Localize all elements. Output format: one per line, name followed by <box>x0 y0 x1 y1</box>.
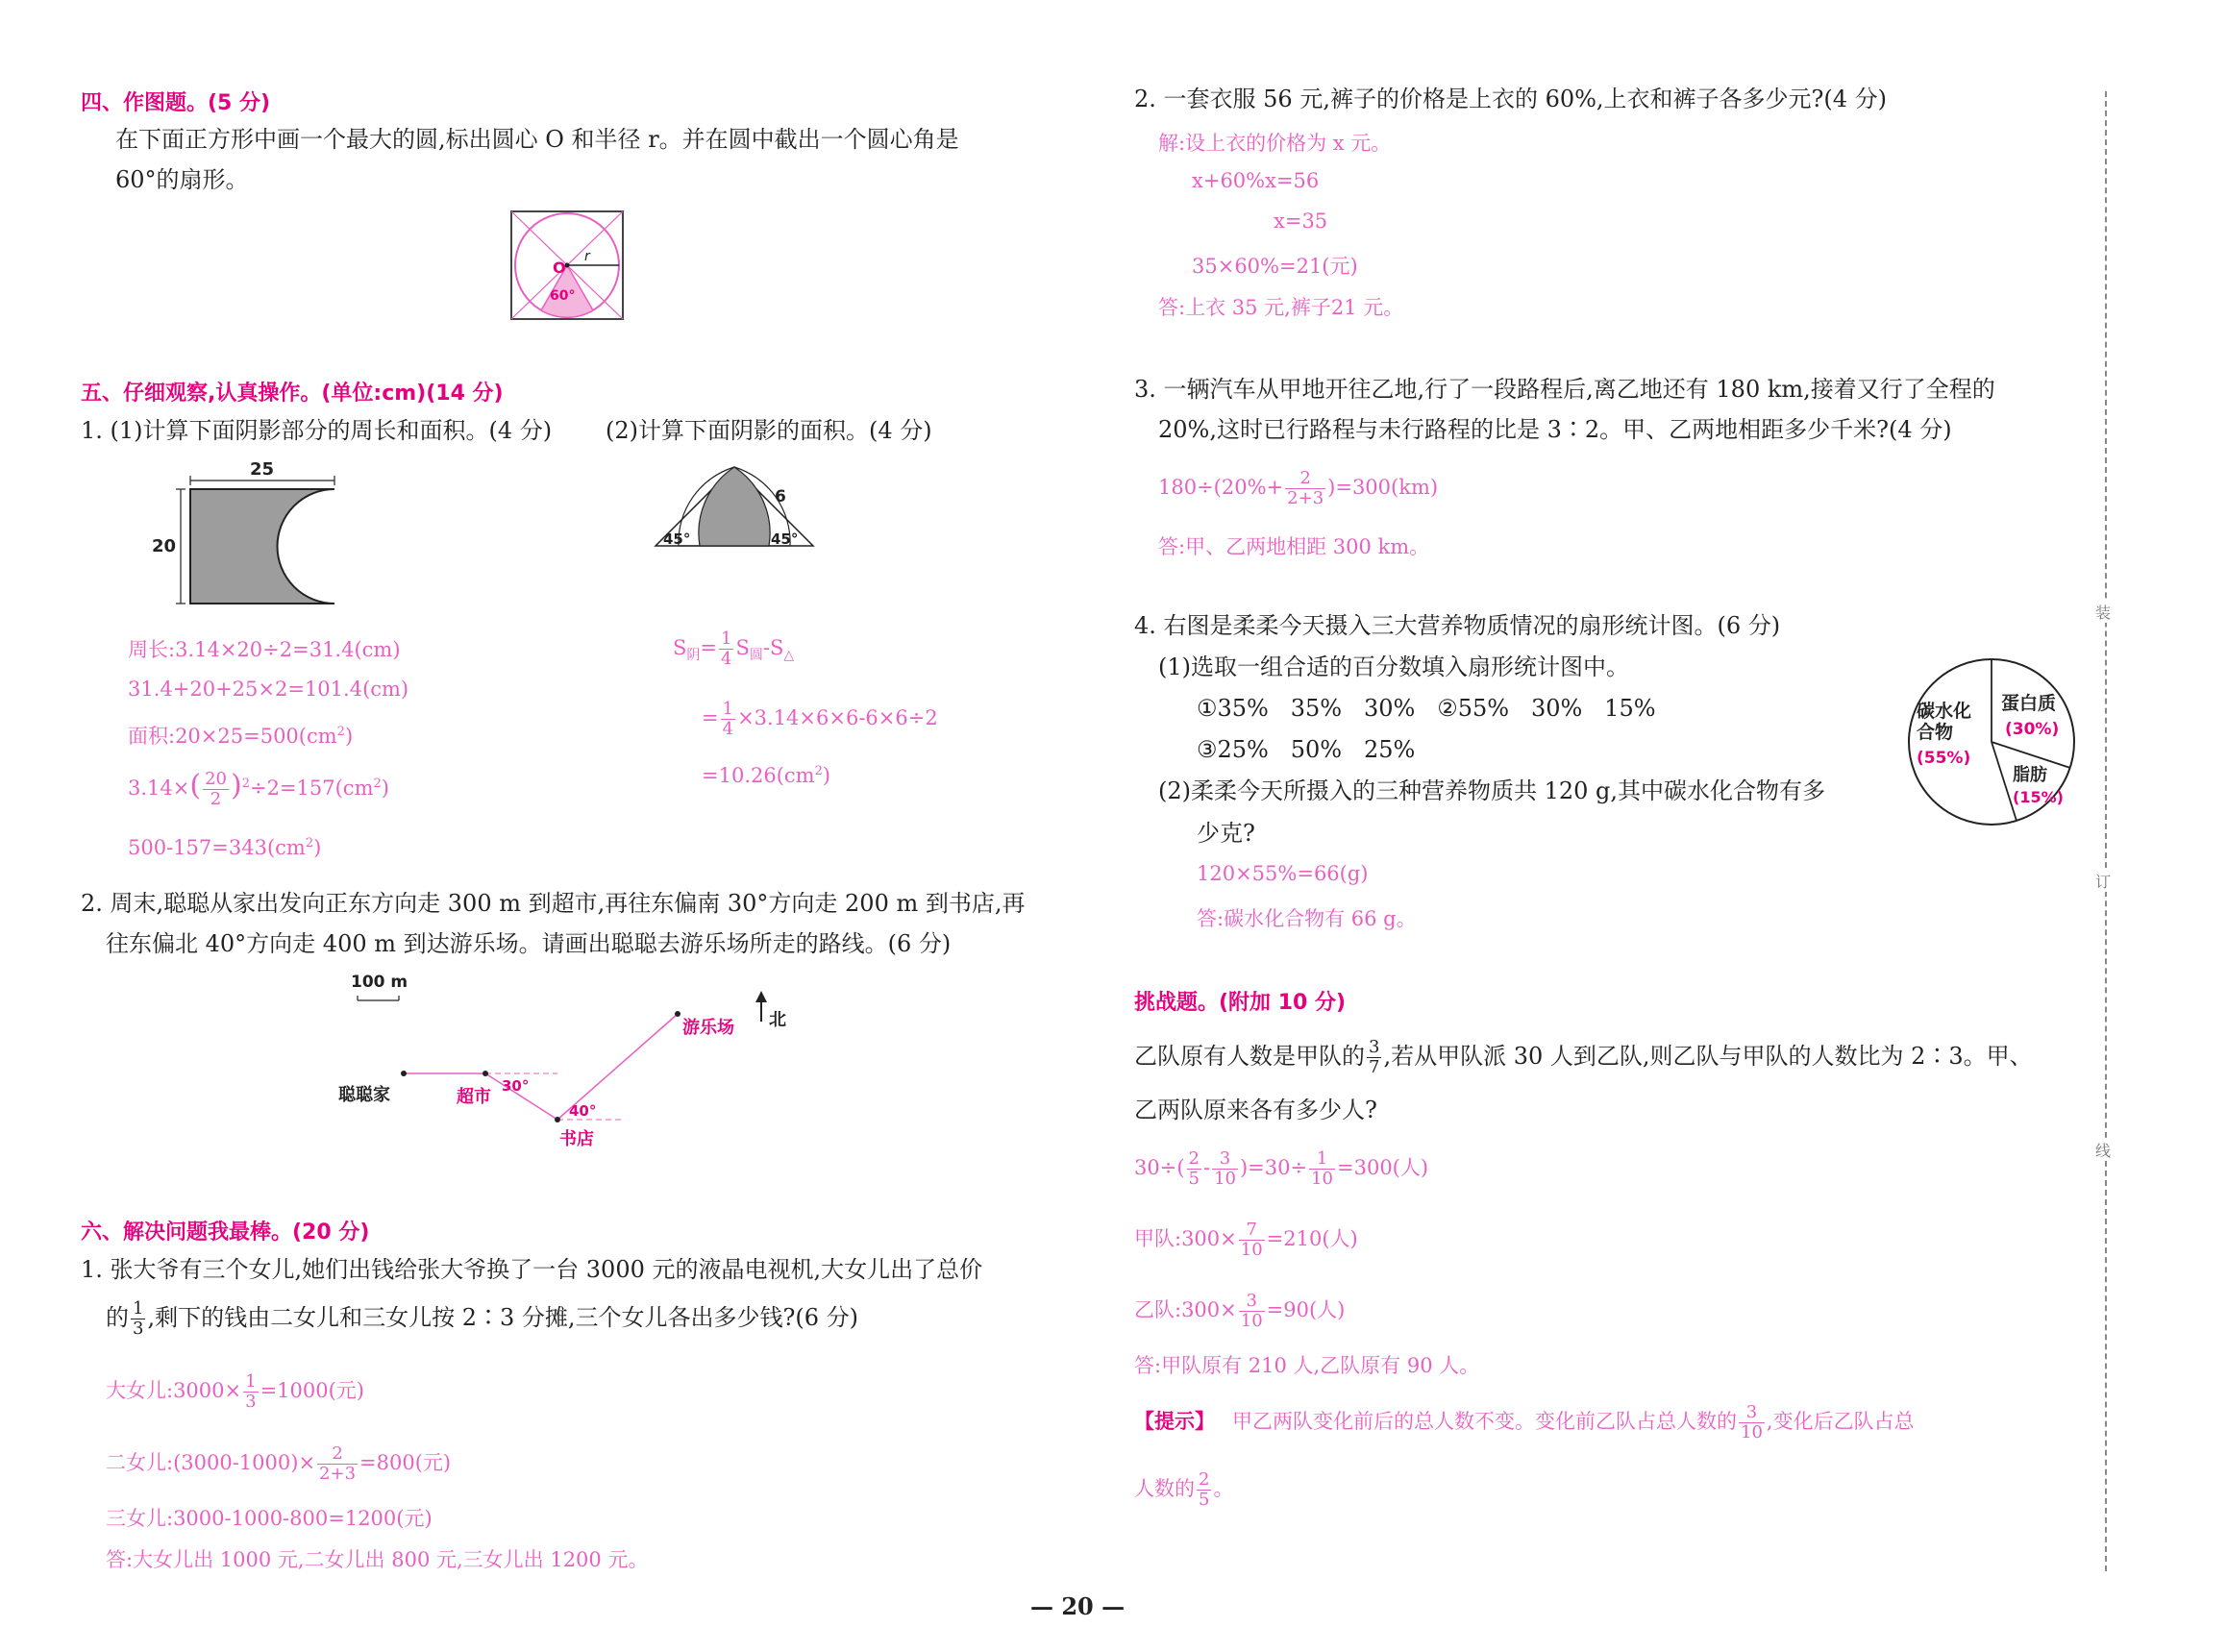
pie-protein-value: (30%) <box>2005 720 2060 739</box>
s5-a1-line4: 3.14×( $\frac{20}{2}$ )$^2\div 2=157(cm^2)$ <box>128 769 389 809</box>
fig1-width-label: 25 <box>250 459 275 480</box>
challenge-hint: 【提示】 甲乙两队变化前后的总人数不变。变化前乙队占总人数的 $\frac{3}{10}$ ,变化后乙队占总 <box>1134 1402 1915 1442</box>
section-5-title: 五、仔细观察,认真操作。(单位:cm)(14 分) <box>81 382 504 406</box>
r-q4-line6: 少克? <box>1197 820 1255 847</box>
map-park-label: 游乐场 <box>682 1018 734 1038</box>
map-scale-label: 100 m <box>351 973 408 992</box>
fig2-right-angle: 45° <box>771 530 799 548</box>
r-q4-line2: (1)选取一组合适的百分数填入扇形统计图中。 <box>1158 653 1629 680</box>
pie-carb-label2: 合物 <box>1917 722 1954 743</box>
circle-in-square-figure <box>509 210 630 323</box>
s6-a-line1: 大女儿:3000× $\frac{1}{3}$ =1000(元) <box>106 1371 365 1412</box>
s6-a-line3: 三女儿:3000-1000-800=1200(元) <box>106 1507 433 1530</box>
s6-a-line4: 答:大女儿出 1000 元,二女儿出 800 元,三女儿出 1200 元。 <box>106 1548 649 1571</box>
s6-q1-line1: 1. 张大爷有三个女儿,她们出钱给张大爷换了一台 3000 元的液晶电视机,大女儿出了总价 <box>81 1256 983 1283</box>
map-market-label: 超市 <box>457 1087 491 1107</box>
fig1-height-label: 20 <box>152 536 177 556</box>
s6-a-line2: 二女儿:(3000-1000)× $\frac{2}{2+3}$ =800(元) <box>106 1443 452 1484</box>
challenge-a2: 甲队:300× $\frac{7}{10}$ =210(人) <box>1134 1220 1358 1260</box>
r-q4-a2: 答:碳水化合物有 66 g。 <box>1197 907 1417 930</box>
map-angle30-label: 30° <box>502 1077 530 1095</box>
pie-fat-label: 脂肪 <box>2013 765 2047 785</box>
r-q3-a2: 答:甲、乙两地相距 300 km。 <box>1158 535 1430 558</box>
binding-label-2: 订 <box>2095 870 2111 892</box>
r-q4-options1: ①35% 35% 30% ②55% 30% 15% <box>1197 695 1656 722</box>
nutrition-pie-chart <box>1905 655 2078 828</box>
map-home-label: 聪聪家 <box>338 1085 390 1105</box>
challenge-a4: 答:甲队原有 210 人,乙队原有 90 人。 <box>1134 1354 1480 1377</box>
s5-a1-line1: 周长:3.14×20÷2=31.4(cm) <box>128 638 401 661</box>
r-q2-a4: 35×60%=21(元) <box>1192 255 1358 278</box>
challenge-line1: 乙队原有人数是甲队的 $\frac{3}{7}$ ,若从甲队派 30 人到乙队,则乙队与甲队的人数比为 2∶3。甲、 <box>1134 1037 2033 1077</box>
s5-q2-line1: 2. 周末,聪聪从家出发向正东方向走 300 m 到超市,再往东偏南 30°方向走 200 m 到书店,再 <box>81 890 1026 917</box>
challenge-line2: 乙两队原来各有多少人? <box>1134 1097 1377 1123</box>
r-q2-a3: x=35 <box>1274 210 1328 233</box>
s5-q1-text2: (2)计算下面阴影的面积。(4 分) <box>606 417 932 444</box>
fig2-side-label: 6 <box>775 487 786 506</box>
s5-q2-line2: 往东偏北 40°方向走 400 m 到达游乐场。请画出聪聪去游乐场所走的路线。(6 分) <box>106 930 952 957</box>
r-q2-text: 2. 一套衣服 56 元,裤子的价格是上衣的 60%,上衣和裤子各多少元?(4 分) <box>1134 86 1888 112</box>
fig-center-label: O <box>553 259 566 277</box>
pie-carb-label1: 碳水化 <box>1917 701 1972 722</box>
route-map-figure <box>317 966 817 1158</box>
r-q4-a1: 120×55%=66(g) <box>1197 862 1369 885</box>
binding-label-1: 装 <box>2095 601 2111 623</box>
fig-radius-label: r <box>584 249 590 264</box>
s5-a1-line2: 31.4+20+25×2=101.4(cm) <box>128 678 409 701</box>
r-q3-line1: 3. 一辆汽车从甲地开往乙地,行了一段路程后,离乙地还有 180 km,接着又行了全程的 <box>1134 376 1995 403</box>
binding-label-3: 线 <box>2095 1139 2111 1161</box>
r-q3-a1: 180÷(20%+ $\frac{2}{2+3}$ )=300(km) <box>1158 468 1439 508</box>
s4-text-line1: 在下面正方形中画一个最大的圆,标出圆心 O 和半径 r。并在圆中截出一个圆心角是 <box>115 126 959 153</box>
map-north-label: 北 <box>769 1010 786 1030</box>
section-6-title: 六、解决问题我最棒。(20 分) <box>81 1221 370 1245</box>
s6-q1-line2: 的 $\frac{1}{3}$ ,剩下的钱由二女儿和三女儿按 2∶3 分摊,三个女儿各出多少钱?(6 分) <box>106 1298 858 1339</box>
s5-a2-line3: $=10.26(cm^2)$ <box>702 764 831 787</box>
r-q2-a5: 答:上衣 35 元,裤子21 元。 <box>1158 296 1404 319</box>
section-4-title: 四、作图题。(5 分) <box>81 91 271 115</box>
challenge-a1: 30÷( $\frac{2}{5}$ - $\frac{3}{10}$ )=30÷ $\frac{1}{10}$ =300(人) <box>1134 1148 1429 1189</box>
s5-q1-text: 1. (1)计算下面阴影部分的周长和面积。(4 分) <box>81 417 553 444</box>
challenge-hint-line2: 人数的 $\frac{2}{5}$ 。 <box>1134 1469 1234 1510</box>
pie-carb-value: (55%) <box>1917 749 1971 768</box>
s5-a1-line5: $500-157=343(cm^2)$ <box>128 836 322 859</box>
fig-angle-label: 60° <box>550 288 576 304</box>
pie-protein-label: 蛋白质 <box>2001 693 2057 714</box>
fig2-left-angle: 45° <box>663 530 691 548</box>
r-q3-line2: 20%,这时已行路程与未行路程的比是 3∶2。甲、乙两地相距多少千米?(4 分) <box>1158 416 1952 443</box>
binding-dashed-line <box>2105 91 2107 1571</box>
s5-a2-line2: = $\frac{1}{4}$ ×3.14×6×6-6×6÷2 <box>702 699 938 739</box>
r-q4-options2: ③25% 50% 25% <box>1197 736 1416 763</box>
r-q2-a2: x+60%x=56 <box>1192 169 1320 192</box>
challenge-title: 挑战题。(附加 10 分) <box>1134 991 1347 1015</box>
map-bookstore-label: 书店 <box>559 1129 594 1149</box>
pie-fat-value: (15%) <box>2013 788 2064 806</box>
s5-a2-line1: $S_阴=$ $\frac{1}{4}$ $S_圆-S_\triangle$ <box>673 629 795 669</box>
challenge-a3: 乙队:300× $\frac{3}{10}$ =90(人) <box>1134 1291 1346 1331</box>
triangle-sector-figure <box>644 459 827 555</box>
map-angle40-label: 40° <box>569 1102 597 1120</box>
shaded-rectangle-figure <box>144 459 346 613</box>
page-number: — 20 — <box>1030 1592 1126 1620</box>
s4-text-line2: 60°的扇形。 <box>115 166 249 193</box>
r-q4-line1: 4. 右图是柔柔今天摄入三大营养物质情况的扇形统计图。(6 分) <box>1134 612 1781 639</box>
r-q2-a1: 解:设上衣的价格为 x 元。 <box>1158 132 1392 155</box>
s5-a1-line3: 面积$:20\times 25=500(cm^2)$ <box>128 725 354 748</box>
r-q4-line5: (2)柔柔今天所摄入的三种营养物质共 120 g,其中碳水化合物有多 <box>1158 777 1826 804</box>
